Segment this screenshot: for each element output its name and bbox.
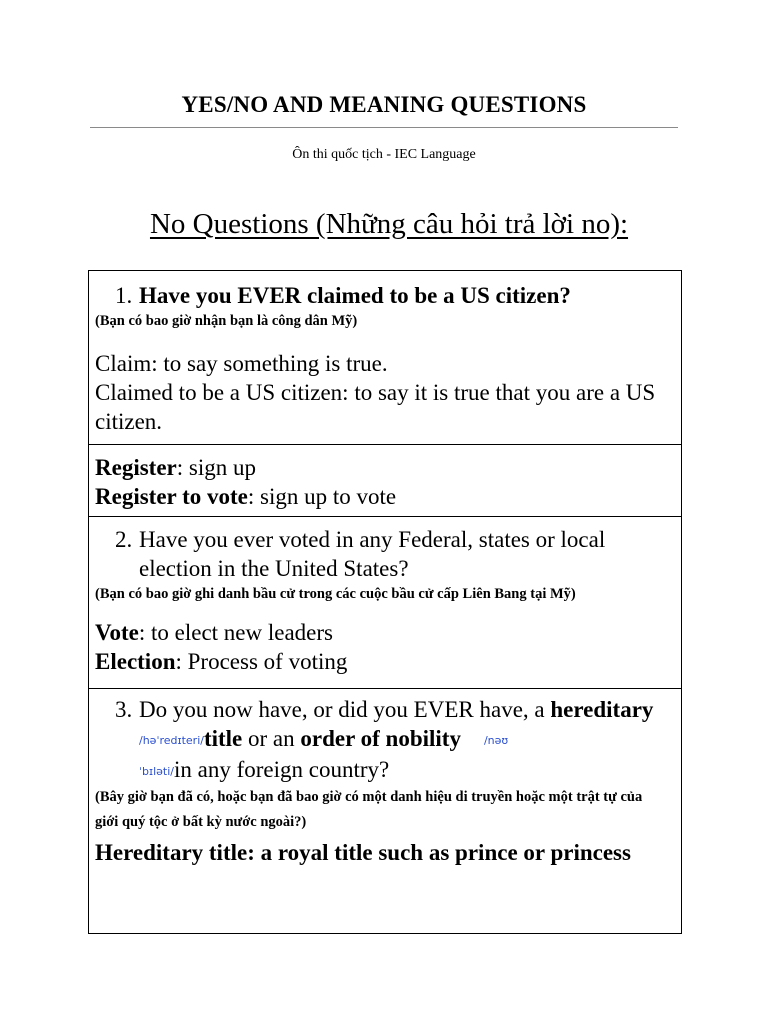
nobility-pronunciation-end: ˈbɪləti/ xyxy=(139,765,174,779)
questions-table xyxy=(88,270,682,934)
question-2-cell xyxy=(89,517,681,689)
question-3 xyxy=(95,695,675,786)
question-1 xyxy=(95,281,675,310)
election-meaning: : Process of voting xyxy=(175,649,348,674)
question-2-number: 2. xyxy=(115,527,133,552)
vote-meaning: : to elect new leaders xyxy=(138,620,334,645)
register-meaning: : sign up xyxy=(176,455,256,480)
question-1-cell xyxy=(89,271,681,445)
question-3-text-part1: Do you now have, or did you EVER have, a xyxy=(139,697,545,722)
register-to-vote-definition xyxy=(95,482,675,511)
question-2-translation: (Bạn có bao giờ ghi danh bầu cử trong các cuộc bầu cử cấp Liên Bang tại Mỹ) xyxy=(95,586,576,602)
question-3-number: 3. xyxy=(115,697,133,722)
election-definition xyxy=(95,647,675,676)
title-divider xyxy=(90,127,678,128)
question-3-translation-2: giới quý tộc ở bất kỳ nước ngoài?) xyxy=(95,814,307,831)
question-1-number: 1. xyxy=(115,283,133,308)
question-2-text: Have you ever voted in any Federal, states or local election in the United States? xyxy=(139,527,606,581)
claim-definition: Claim: to say something is true. xyxy=(95,351,388,376)
hereditary-pronunciation: /həˈredɪteri/ xyxy=(139,734,204,748)
register-definition xyxy=(95,453,675,482)
hereditary-word: hereditary xyxy=(550,697,654,722)
vote-term: Vote xyxy=(95,620,139,645)
claimed-definition: Claimed to be a US citizen: to say it is true that you are a US citizen. xyxy=(95,380,656,434)
register-to-vote-meaning: : sign up to vote xyxy=(247,484,397,509)
election-term: Election xyxy=(95,649,176,674)
question-3-cell xyxy=(89,689,681,933)
question-3-text-part2: in any foreign country? xyxy=(174,757,390,783)
question-1-translation: (Bạn có bao giờ nhận bạn là công dân Mỹ) xyxy=(95,313,358,329)
question-1-text: Have you EVER claimed to be a US citizen? xyxy=(139,283,571,308)
page-title: YES/NO AND MEANING QUESTIONS xyxy=(181,92,587,117)
register-to-vote-term: Register to vote xyxy=(95,484,248,509)
section-heading: No Questions (Những câu hỏi trả lời no): xyxy=(149,208,629,240)
hereditary-title-definition: Hereditary title: a royal title such as prince or princess xyxy=(95,840,631,866)
question-3-translation-1: (Bây giờ bạn đã có, hoặc bạn đã bao giờ có một danh hiệu di truyền hoặc một trật tự của xyxy=(95,789,643,806)
title-word: title xyxy=(203,726,243,751)
order-of-nobility: order of nobility xyxy=(300,726,461,751)
vote-definition xyxy=(95,618,675,647)
nobility-pronunciation-start: /nəʊ xyxy=(483,734,509,748)
register-cell xyxy=(89,445,681,517)
question-2 xyxy=(95,525,675,583)
or-an-text: or an xyxy=(242,726,301,751)
register-term: Register xyxy=(95,455,177,480)
page-subtitle: Ôn thi quốc tịch - IEC Language xyxy=(292,147,476,162)
